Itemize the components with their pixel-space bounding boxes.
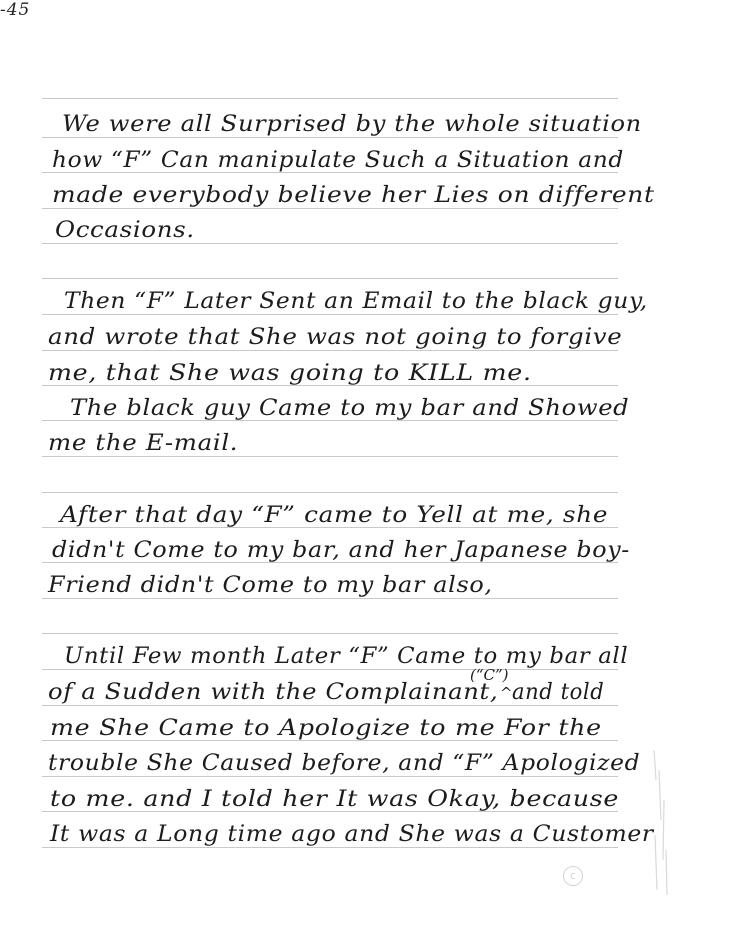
handwritten-line: It was a Long time ago and She was a Customer <box>50 822 654 847</box>
handwritten-line: me, that She was going to KILL me. <box>48 361 532 386</box>
handwritten-line: We were all Surprised by the whole situation <box>62 112 642 137</box>
handwritten-line: me the E-mail. <box>48 431 239 456</box>
ruled-line <box>42 278 618 279</box>
handwritten-line: Occasions. <box>55 218 195 243</box>
handwritten-line: and told <box>512 680 605 705</box>
handwritten-line: Until Few month Later “F” Came to my bar all <box>64 644 629 669</box>
page-number: -45 <box>0 0 31 20</box>
handwritten-line: me She Came to Apologize to me For the <box>50 716 602 741</box>
ruled-line <box>42 633 618 634</box>
handwritten-line: how “F” Can manipulate Such a Situation and <box>52 148 624 173</box>
handwritten-line: to me. and I told her It was Okay, because <box>50 787 620 812</box>
scan-edge-artifact <box>650 740 670 900</box>
ruled-line <box>42 98 618 99</box>
handwritten-line: Then “F” Later Sent an Email to the black guy, <box>64 289 648 314</box>
circle-c-icon: c <box>563 866 583 886</box>
insertion-caret: ^ <box>500 684 513 702</box>
handwritten-line: and wrote that She was not going to forgive <box>48 325 623 350</box>
handwritten-line: The black guy Came to my bar and Showed <box>70 396 630 421</box>
handwritten-line: Friend didn't Come to my bar also, <box>48 573 493 598</box>
ruled-line <box>42 492 618 493</box>
handwritten-line: After that day “F” came to Yell at me, she <box>60 503 609 528</box>
handwritten-line: made everybody believe her Lies on different <box>52 183 655 208</box>
handwritten-line: trouble She Caused before, and “F” Apologized <box>48 751 641 776</box>
handwritten-line: didn't Come to my bar, and her Japanese boy- <box>52 538 630 563</box>
inserted-annotation: (“C”) <box>470 666 509 684</box>
handwritten-line: of a Sudden with the Complainant, <box>48 680 499 705</box>
